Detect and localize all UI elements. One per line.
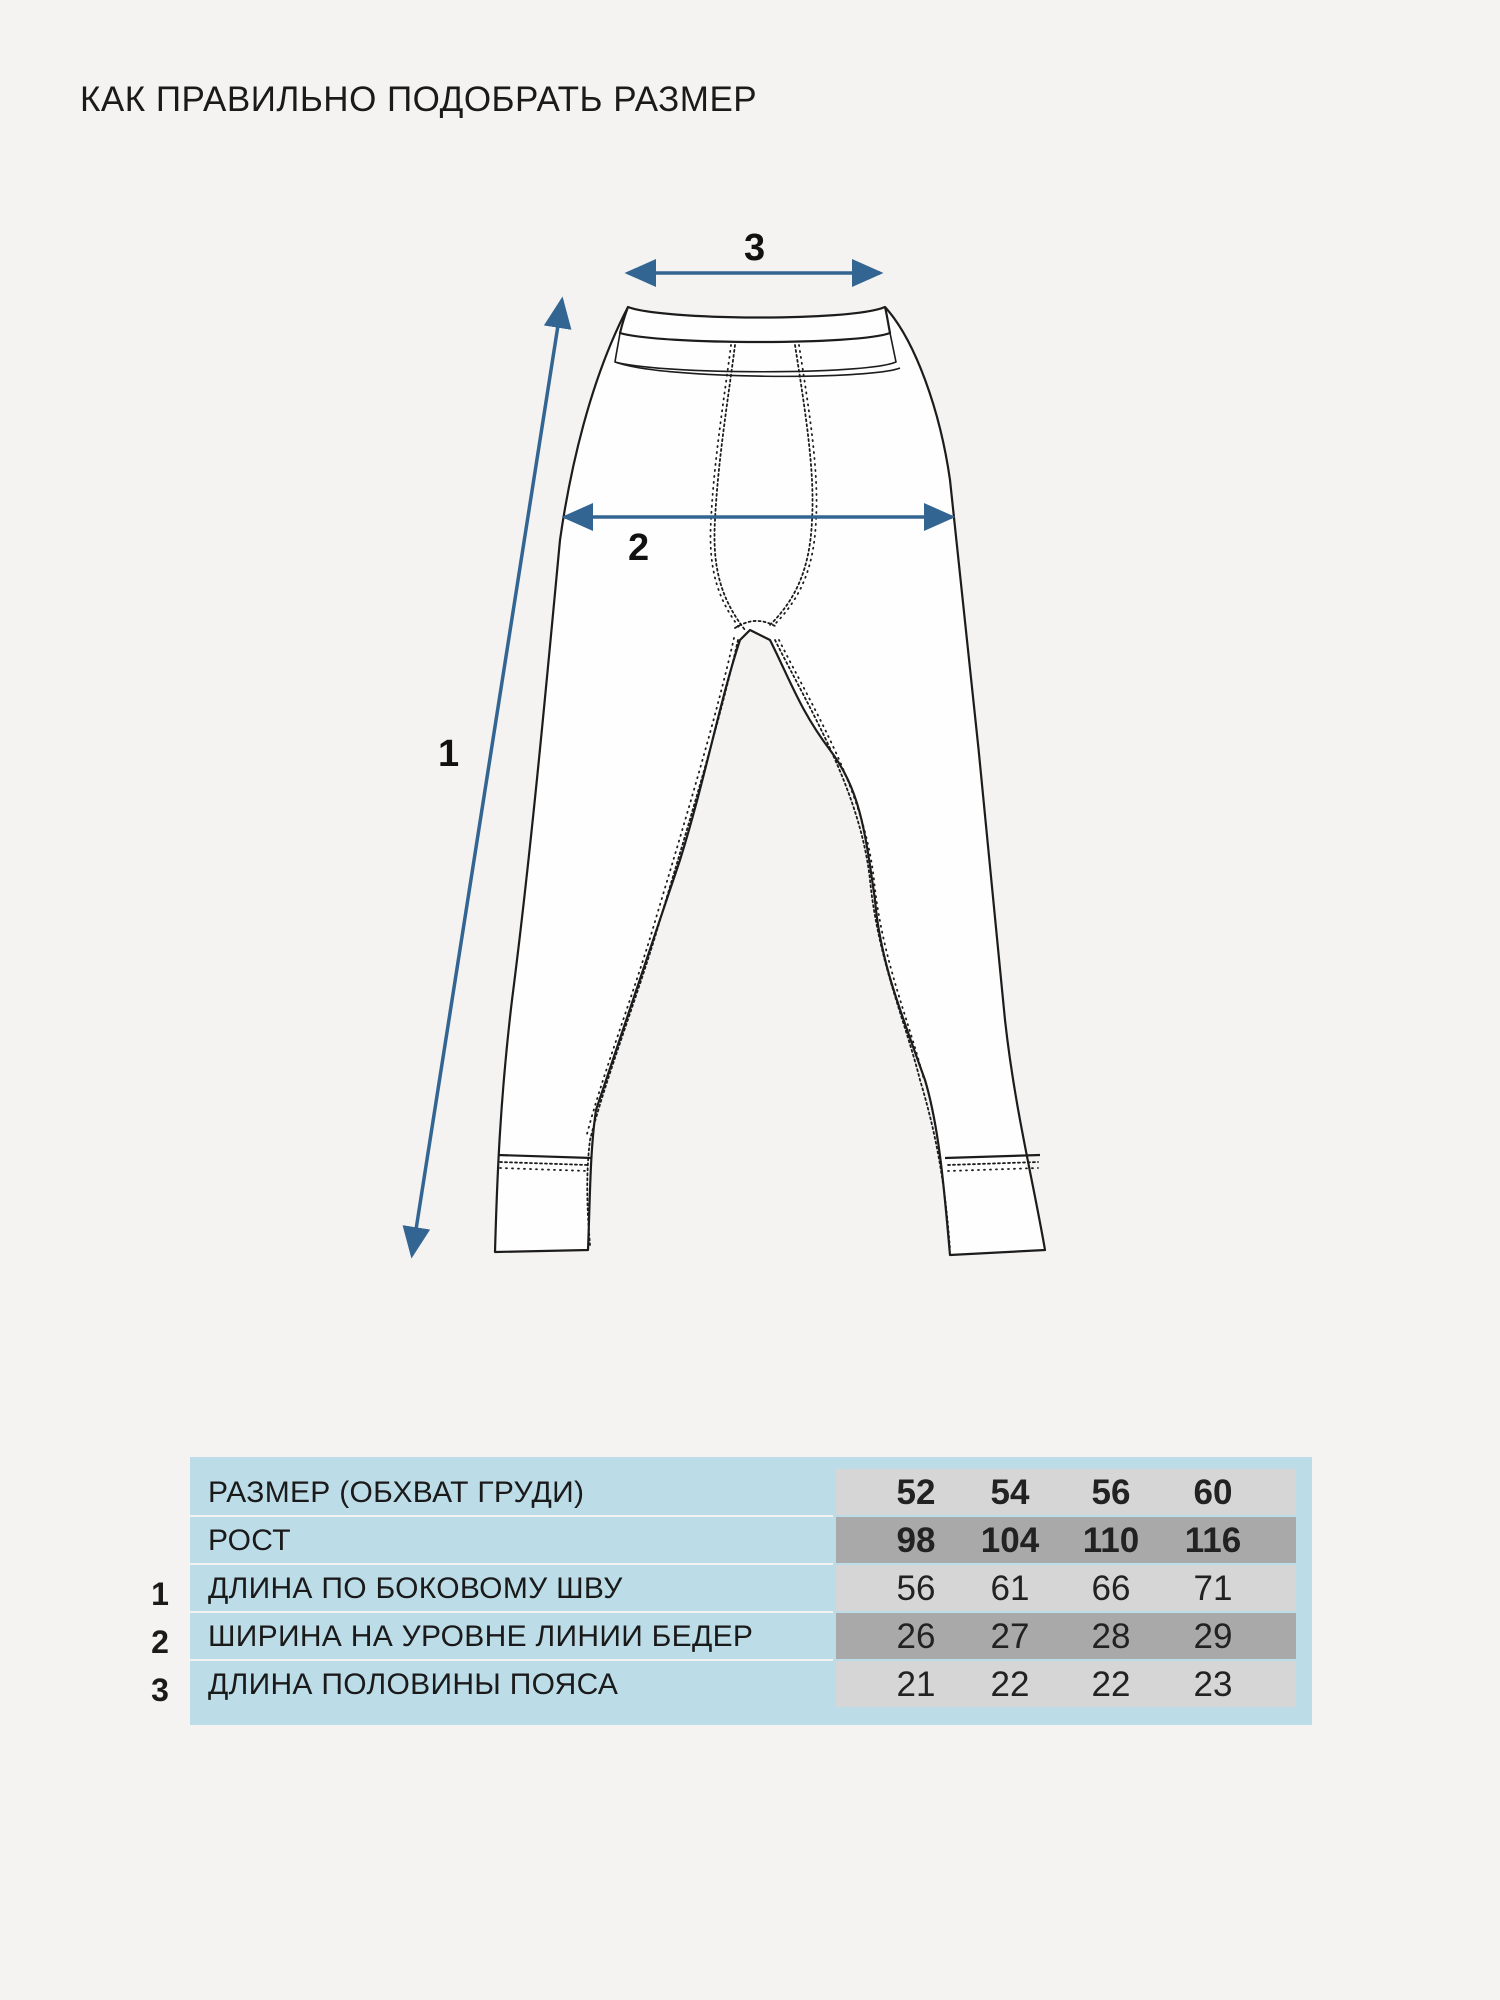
row-number-1: 1 [151, 1576, 169, 1612]
row-label: ДЛИНА ПОЛОВИНЫ ПОЯСА [208, 1668, 619, 1701]
cell-value: 22 [990, 1665, 1030, 1704]
table-row-hip-width [190, 1613, 1312, 1661]
cell-value: 23 [1193, 1665, 1233, 1704]
row-number-3: 3 [151, 1672, 169, 1708]
table-row-side-seam [190, 1565, 1312, 1613]
dimension-label-2: 2 [628, 527, 650, 569]
cell-value: 52 [896, 1473, 936, 1512]
size-table [190, 1457, 1312, 1725]
row-values [836, 1469, 1296, 1515]
cell-value: 61 [990, 1569, 1030, 1608]
table-row-size [190, 1469, 1312, 1517]
row-label: ДЛИНА ПО БОКОВОМУ ШВУ [208, 1572, 623, 1605]
cell-value: 98 [896, 1521, 936, 1560]
cell-value: 54 [990, 1473, 1030, 1512]
row-label: РАЗМЕР (ОБХВАТ ГРУДИ) [208, 1476, 585, 1509]
row-values [836, 1565, 1296, 1611]
cell-value: 110 [1082, 1521, 1140, 1560]
cell-value: 26 [896, 1617, 936, 1656]
cell-value: 66 [1091, 1569, 1131, 1608]
cell-value: 28 [1091, 1617, 1131, 1656]
cell-value: 29 [1193, 1617, 1233, 1656]
cell-value: 104 [980, 1521, 1040, 1560]
row-label: РОСТ [208, 1524, 291, 1557]
dimension-label-3: 3 [744, 227, 766, 269]
table-row-height [190, 1517, 1312, 1565]
table-row-waist-half [190, 1661, 1312, 1709]
cell-value: 60 [1193, 1473, 1233, 1512]
cell-value: 27 [990, 1617, 1030, 1656]
cell-value: 56 [896, 1569, 936, 1608]
row-values [836, 1661, 1296, 1707]
cell-value: 21 [896, 1665, 936, 1704]
row-label: ШИРИНА НА УРОВНЕ ЛИНИИ БЕДЕР [208, 1620, 754, 1653]
dimension-label-1: 1 [438, 733, 460, 775]
cell-value: 56 [1091, 1473, 1131, 1512]
cell-value: 71 [1193, 1569, 1233, 1608]
row-values [836, 1613, 1296, 1659]
row-number-2: 2 [151, 1624, 169, 1660]
page-title: КАК ПРАВИЛЬНО ПОДОБРАТЬ РАЗМЕР [80, 80, 758, 119]
row-values [836, 1517, 1296, 1563]
cell-value: 116 [1184, 1521, 1242, 1560]
cell-value: 22 [1091, 1665, 1131, 1704]
pants-outline-icon [495, 307, 1045, 1255]
